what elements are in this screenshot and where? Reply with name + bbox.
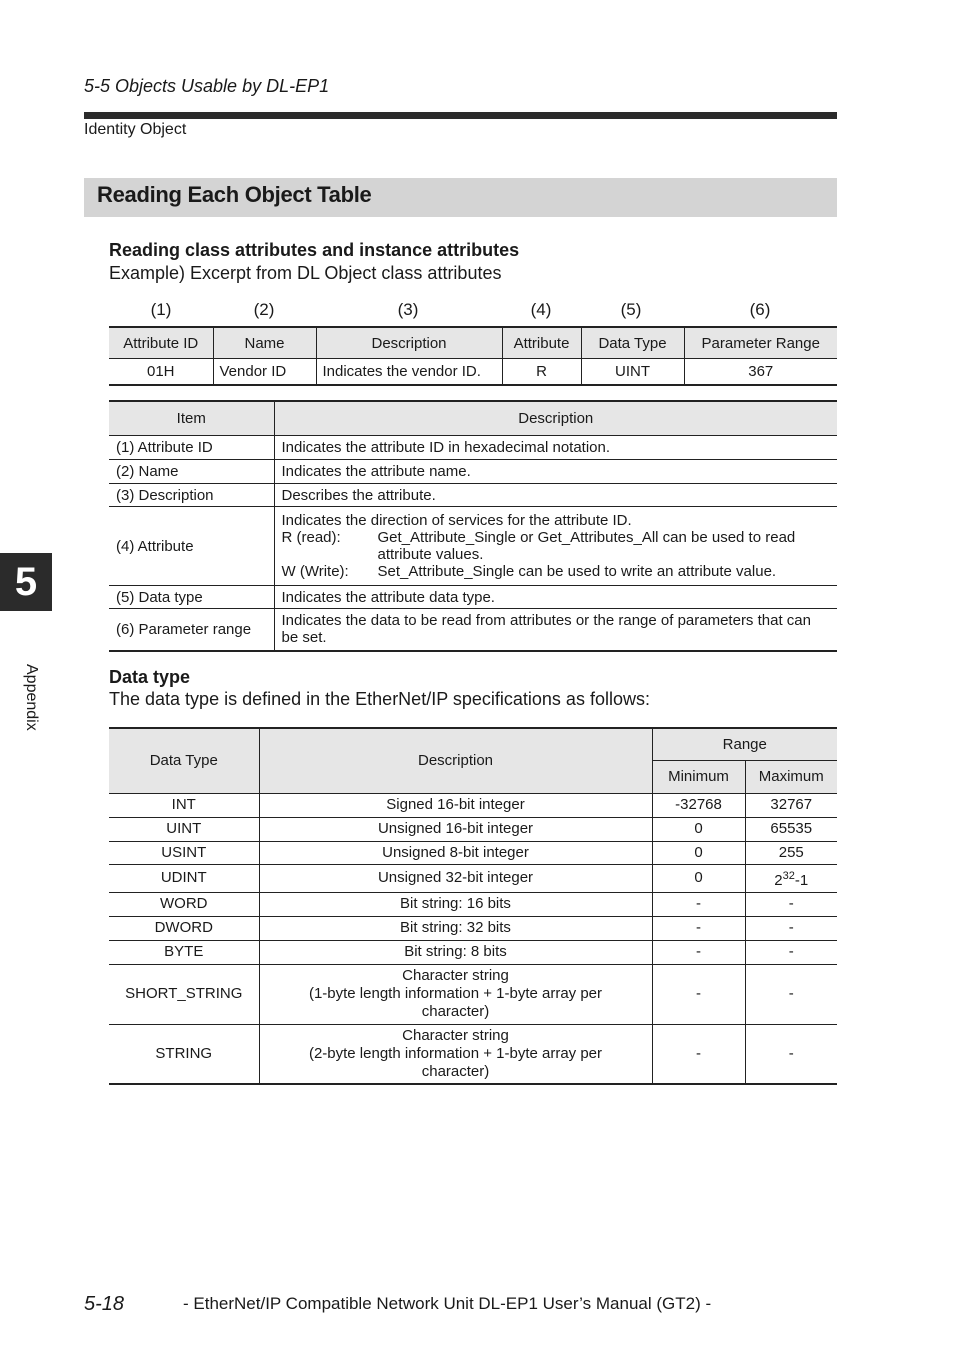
class-attribute-example-table — [109, 326, 837, 386]
item-cell: (1) Attribute ID — [109, 436, 274, 460]
chapter-side-label: Appendix — [23, 664, 40, 731]
desc-line: Character string — [402, 967, 509, 984]
description-cell: Indicates the attribute name. — [274, 460, 837, 484]
description-cell — [274, 507, 837, 586]
data-type-table — [109, 727, 837, 1085]
type-cell: BYTE — [109, 940, 259, 964]
page-title: Reading Each Object Table — [97, 182, 372, 207]
max-cell: 65535 — [745, 817, 837, 841]
chapter-tab: 5 — [0, 553, 52, 611]
table-row — [109, 609, 837, 651]
desc-cell: Unsigned 16-bit integer — [259, 817, 652, 841]
col-number-2: (2) — [253, 300, 275, 319]
min-cell: - — [652, 916, 745, 940]
max-base: 2 — [774, 871, 783, 889]
max-cell: - — [745, 940, 837, 964]
max-exponent: 32 — [782, 869, 795, 882]
cell-attribute-id: 01H — [109, 359, 213, 386]
footer-title: - EtherNet/IP Compatible Network Unit DL-EP1 User’s Manual (GT2) - — [183, 1294, 712, 1313]
class-attr-heading: Reading class attributes and instance attributes — [109, 240, 520, 260]
type-cell: DWORD — [109, 916, 259, 940]
table-row — [109, 864, 837, 892]
type-cell: STRING — [109, 1024, 259, 1084]
type-cell: INT — [109, 793, 259, 817]
min-cell: 0 — [652, 841, 745, 864]
header-description: Description — [316, 327, 502, 359]
table-row — [109, 436, 837, 460]
page-number: 5-18 — [84, 1293, 125, 1315]
max-cell — [745, 864, 837, 892]
cell-data-type: UINT — [581, 359, 684, 386]
col-number-6: (6) — [749, 300, 771, 319]
header-description: Description — [274, 401, 837, 436]
cell-name: Vendor ID — [213, 359, 316, 386]
max-cell: - — [745, 892, 837, 916]
header-data-type: Data Type — [581, 327, 684, 359]
desc-cell: Unsigned 32-bit integer — [259, 864, 652, 892]
section-header: 5-5 Objects Usable by DL-EP1 — [84, 76, 330, 96]
subsection-label: Identity Object — [84, 121, 187, 138]
header-range: Range — [652, 728, 837, 760]
type-cell: UINT — [109, 817, 259, 841]
table-header-row — [109, 728, 837, 760]
column-number-row — [109, 300, 837, 320]
table-row — [109, 1024, 837, 1084]
desc-cell — [259, 964, 652, 1024]
read-value: Get_Attribute_Single or Get_Attributes_All can be used to read attribute values. — [377, 529, 796, 563]
col-number-4: (4) — [530, 300, 552, 319]
item-cell: (2) Name — [109, 460, 274, 484]
header-minimum: Minimum — [652, 760, 745, 793]
table-row — [109, 964, 837, 1024]
table-row — [109, 817, 837, 841]
data-type-heading: Data type — [109, 667, 191, 687]
header-data-type: Data Type — [109, 728, 259, 793]
item-cell: (6) Parameter range — [109, 609, 274, 651]
class-attr-caption: Example) Excerpt from DL Object class attributes — [109, 263, 502, 283]
table-row — [109, 484, 837, 507]
min-cell: - — [652, 892, 745, 916]
type-cell: UDINT — [109, 864, 259, 892]
desc-cell: Unsigned 8-bit integer — [259, 841, 652, 864]
min-cell: - — [652, 940, 745, 964]
col-number-1: (1) — [150, 300, 172, 319]
table-header-row — [109, 401, 837, 436]
header-name: Name — [213, 327, 316, 359]
min-cell: - — [652, 1024, 745, 1084]
max-cell: 255 — [745, 841, 837, 864]
table-row — [109, 841, 837, 864]
description-cell: Indicates the data to be read from attributes or the range of parameters that can be set. — [274, 609, 837, 651]
max-cell: - — [745, 964, 837, 1024]
write-entry — [282, 563, 831, 580]
header-item: Item — [109, 401, 274, 436]
header-rule — [84, 112, 837, 119]
cell-description: Indicates the vendor ID. — [316, 359, 502, 386]
desc-line: character) — [421, 1003, 490, 1020]
item-description-table — [109, 400, 837, 652]
table-row — [109, 793, 837, 817]
cell-attribute: R — [502, 359, 581, 386]
write-value: Set_Attribute_Single can be used to write an attribute value. — [377, 563, 777, 580]
description-cell: Indicates the attribute ID in hexadecimal notation. — [274, 436, 837, 460]
max-cell: 32767 — [745, 793, 837, 817]
max-suffix: -1 — [794, 871, 809, 889]
header-attribute-id: Attribute ID — [109, 327, 213, 359]
table-row — [109, 460, 837, 484]
table-row — [109, 916, 837, 940]
table-row — [109, 940, 837, 964]
desc-cell: Signed 16-bit integer — [259, 793, 652, 817]
item-cell: (5) Data type — [109, 586, 274, 609]
table-row — [109, 892, 837, 916]
desc-cell — [259, 1024, 652, 1084]
header-parameter-range: Parameter Range — [684, 327, 837, 359]
min-cell: -32768 — [652, 793, 745, 817]
item-cell: (4) Attribute — [109, 507, 274, 586]
table-header-row — [109, 327, 837, 359]
min-cell: - — [652, 964, 745, 1024]
max-cell: - — [745, 1024, 837, 1084]
header-maximum: Maximum — [745, 760, 837, 793]
item-cell: (3) Description — [109, 484, 274, 507]
read-key: R (read): — [281, 529, 341, 546]
desc-cell: Bit string: 16 bits — [259, 892, 652, 916]
col-number-3: (3) — [397, 300, 419, 319]
header-description: Description — [259, 728, 652, 793]
description-cell: Describes the attribute. — [274, 484, 837, 507]
table-row — [109, 359, 837, 386]
col-number-5: (5) — [620, 300, 642, 319]
cell-parameter-range: 367 — [684, 359, 837, 386]
desc-line: (1-byte length information + 1-byte array per — [308, 985, 603, 1002]
desc-line: Character string — [402, 1026, 509, 1044]
attribute-direction-text: Indicates the direction of services for the attribute ID. — [281, 512, 632, 529]
type-cell: USINT — [109, 841, 259, 864]
write-key: W (Write): — [281, 563, 349, 580]
read-entry — [282, 529, 831, 563]
type-cell: SHORT_STRING — [109, 964, 259, 1024]
data-type-intro: The data type is defined in the EtherNet/IP specifications as follows: — [109, 689, 650, 709]
desc-line: (2-byte length information + 1-byte array per — [308, 1044, 603, 1062]
min-cell: 0 — [652, 817, 745, 841]
max-cell: - — [745, 916, 837, 940]
table-row — [109, 507, 837, 586]
description-cell: Indicates the attribute data type. — [274, 586, 837, 609]
desc-cell: Bit string: 32 bits — [259, 916, 652, 940]
desc-line: character) — [421, 1062, 490, 1080]
header-attribute: Attribute — [502, 327, 581, 359]
desc-cell: Bit string: 8 bits — [259, 940, 652, 964]
type-cell: WORD — [109, 892, 259, 916]
table-row — [109, 586, 837, 609]
min-cell: 0 — [652, 864, 745, 892]
